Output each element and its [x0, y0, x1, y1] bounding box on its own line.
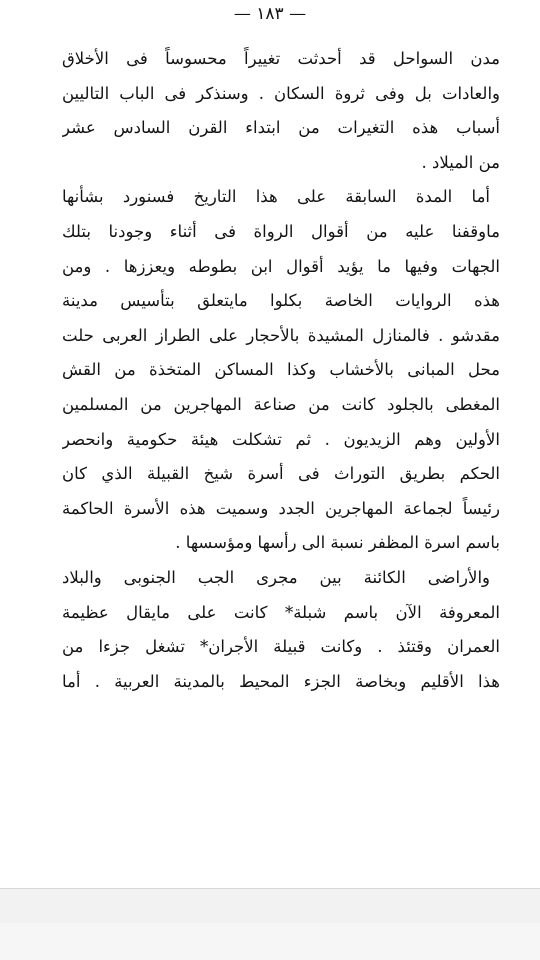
text-line: هذا الأقليم وبخاصة الجزء المحيط بالمدينة العربية . أما: [62, 671, 500, 691]
text-line: باسم اسرة المظفر نسبة الى رأسها ومؤسسها .: [175, 533, 500, 553]
text-line: والأراضى الكائنة بين مجرى الجب الجنوبى والبلاد: [62, 567, 490, 587]
text-line: رئيساً لجماعة المهاجرين الجدد وسميت هذه الأسرة الحاكمة: [62, 498, 500, 518]
text-line: ماوقفنا عليه من أقوال الرواة فى أثناء وجودنا بتلك: [62, 221, 500, 241]
text-line: العمران وقتئذ . وكانت قبيلة الأجران* تشغل جزءا من: [62, 637, 500, 657]
text-line: الأولين وهم الزيديون . ثم تشكلت هيئة حكومية وانحصر: [62, 429, 500, 449]
text-line: والعادات بل وفى ثروة السكان . وسنذكر فى الباب التاليين: [62, 83, 500, 103]
text-line: أما المدة السابقة على هذا التاريخ فسنورد بشأنها: [62, 187, 490, 207]
viewer-bottom-bar: [0, 889, 540, 960]
text-line: من الميلاد .: [421, 152, 500, 172]
text-line: مقدشو . فالمنازل المشيدة بالأحجار على الطراز العربى حلت: [62, 325, 500, 345]
page-number: — ١٨٣ —: [233, 4, 307, 24]
text-line: مدن السواحل قد أحدثت تغييراً محسوساً فى الأخلاق: [62, 49, 500, 68]
text-line: هذه الروايات الخاصة بكلوا مايتعلق بتأسيس مدينة: [62, 291, 500, 311]
text-line: أسباب هذه التغيرات من ابتداء القرن السادس عشر: [62, 118, 500, 138]
text-line: محل المبانى بالأخشاب وكذا المساكن المتخذة من القش: [62, 360, 500, 380]
text-line: المغطى بالجلود كانت من صناعة المهاجرين من المسلمين: [62, 394, 500, 414]
page-text-block: [62, 42, 500, 699]
viewer-bottom-strip: [0, 923, 540, 960]
text-line: الجهات وفيها ما يؤيد أقوال ابن بطوطه ويعززها . ومن: [62, 256, 500, 276]
text-line: الحكم بطريق التوراث فى أسرة شيخ القبيلة الذي كان: [62, 464, 500, 484]
text-line: المعروفة الآن باسم شبلة* كانت على مايقال عظيمة: [62, 602, 500, 622]
